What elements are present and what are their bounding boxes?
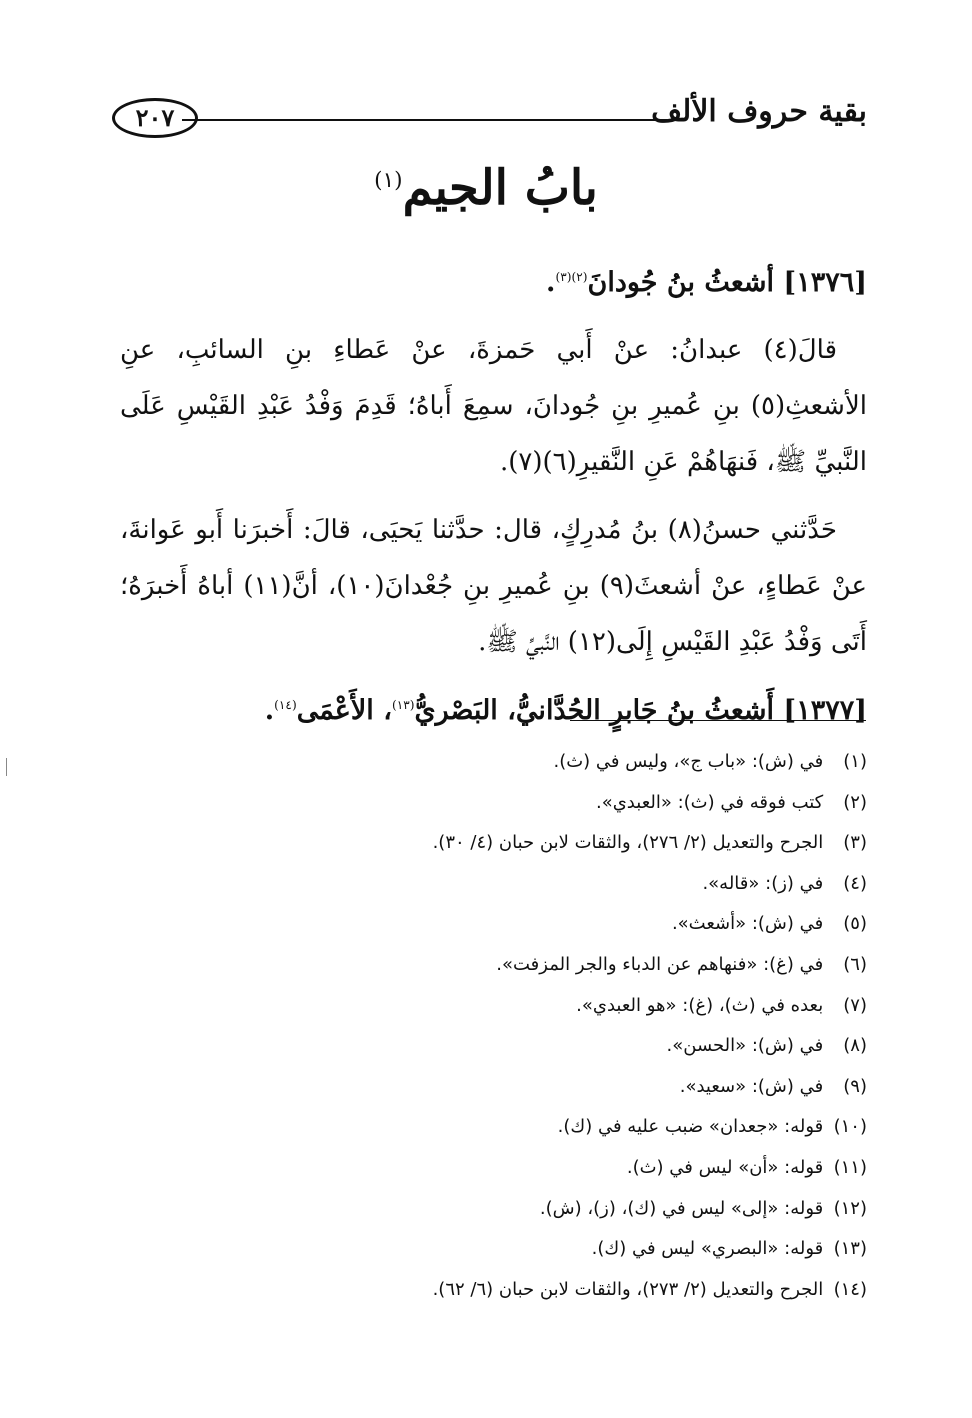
footnote	[107, 1067, 867, 1108]
footnote-text: قوله: «جعدان» ضبب عليه في (ك).	[557, 1116, 824, 1138]
footnote	[107, 1270, 867, 1311]
entry-footnote-refs: (١٣)	[391, 698, 415, 712]
footnote-number: (١٠)	[833, 1116, 867, 1138]
main-text	[120, 250, 867, 738]
footnote	[107, 1026, 867, 1067]
footnote	[107, 1189, 867, 1230]
chapter-footnote-ref: (١)	[374, 168, 403, 193]
entry-paragraph: قالَ(٤) عبدانُ: عنْ أَبي حَمزةَ، عنْ عَطاءِ بنِ السائبِ، عنِ الأشعثِ(٥) بنِ عُميرِ بنِ جُودانَ، سمِعَ أَباهُ؛ قَدِمَ وَفْدُ عَبْدِ القَيْسِ عَلَى النَّبيِّ ﷺ، فَنهَاهُمْ عَنِ النَّقيرِ(٦)(٧).	[120, 335, 867, 477]
footnote	[107, 1148, 867, 1189]
entry-end: .	[264, 695, 275, 726]
footnote-number: (٦)	[843, 953, 867, 975]
entry-label-tail: ، الأَعْمَى	[296, 695, 392, 726]
footnote	[107, 1107, 867, 1148]
chapter-title-text: بابُ الجيم	[402, 160, 598, 216]
footnote	[107, 1229, 867, 1270]
footnote-text: قوله: «أن» ليس في (ث).	[626, 1156, 824, 1178]
entry-footnote-refs: (١٤)	[274, 698, 297, 712]
footnote-number: (١٣)	[833, 1238, 867, 1260]
page-number: ٢٠٧	[112, 98, 198, 138]
footnote-number: (١١)	[833, 1156, 867, 1178]
footnote	[107, 742, 867, 783]
footnote-text: قوله: «إلى» ليس في (ك)، (ز)، (ش).	[539, 1197, 824, 1219]
footnote-text: في (ش): «الحسن».	[666, 1035, 824, 1057]
footnote-number: (٣)	[843, 832, 867, 854]
footnotes	[107, 742, 867, 1310]
running-header-title: بقية حروف الألف	[651, 94, 867, 129]
footnote	[107, 986, 867, 1027]
entry-heading	[120, 678, 867, 738]
footnote-number: (٢)	[843, 791, 867, 813]
entry-heading	[120, 250, 867, 310]
scan-margin-mark	[6, 758, 7, 776]
footnote-text: في (ش): «أشعث».	[671, 913, 824, 935]
running-header	[112, 92, 867, 150]
entry-paragraph: حَدَّثني حسنُ(٨) بنُ مُدرِكٍ، قال: حدَّثنا يَحيَى، قالَ: أَخبرَنا أَبو عَوانةَ، عنْ عَطاءٍ، عنْ أشعثَ(٩) بنِ عُميرِ بنِ جُعْدانَ(١٠)، أنَّ(١١) أباهُ أَخبرَهُ؛ أَتَى وَفْدُ عَبْدِ القَيْسِ إِلَى(١٢) النَّبيِّ ﷺ.	[120, 515, 868, 657]
header-rule	[182, 119, 667, 121]
footnote	[107, 783, 867, 824]
footnote-divider	[570, 720, 866, 721]
footnote-text: قوله: «البصري» ليس في (ك).	[591, 1238, 824, 1260]
footnote-text: الجرح والتعديل (٢/ ٢٧٣)، والثقات لابن حبان (٦/ ٦٢).	[432, 1278, 824, 1300]
footnote	[107, 904, 867, 945]
entry-label: [١٣٧٦] أشعثُ بنُ جُودانَ	[587, 267, 867, 298]
footnote-number: (١)	[843, 751, 867, 772]
footnote-text: في (ش): «باب ج»، وليس في (ث).	[553, 751, 824, 772]
footnote-text: الجرح والتعديل (٢/ ٢٧٦)، والثقات لابن حبان (٤/ ٣٠).	[432, 832, 824, 854]
footnote-number: (١٤)	[833, 1278, 867, 1300]
footnote-text: في (ز): «قاله».	[702, 872, 824, 894]
footnote-text: بعده في (ث)، (غ): «هو العبدي».	[576, 994, 824, 1016]
footnote-number: (١٢)	[833, 1197, 867, 1219]
entry-end: .	[546, 267, 556, 298]
footnote-text: في (ش): «سعيد».	[679, 1075, 824, 1097]
entry-label: [١٣٧٧] أَشعثُ بنُ جَابرٍ الحُدَّانيُّ، البَصْريُّ	[414, 695, 867, 726]
chapter-title	[0, 160, 972, 216]
footnote-number: (٨)	[843, 1035, 867, 1057]
footnote-number: (٤)	[843, 872, 867, 894]
footnote	[107, 823, 867, 864]
footnote	[107, 864, 867, 905]
footnote-text: كتب فوقه في (ث): «العبدي».	[595, 791, 824, 813]
footnote-text: في (غ): «فنهاهم عن الدباء والجر المزفت».	[496, 953, 824, 975]
footnote-number: (٩)	[843, 1075, 867, 1097]
footnote	[107, 945, 867, 986]
footnote-number: (٥)	[843, 913, 867, 935]
entry-footnote-refs: (٢)(٣)	[555, 270, 588, 284]
footnote-number: (٧)	[843, 994, 867, 1016]
